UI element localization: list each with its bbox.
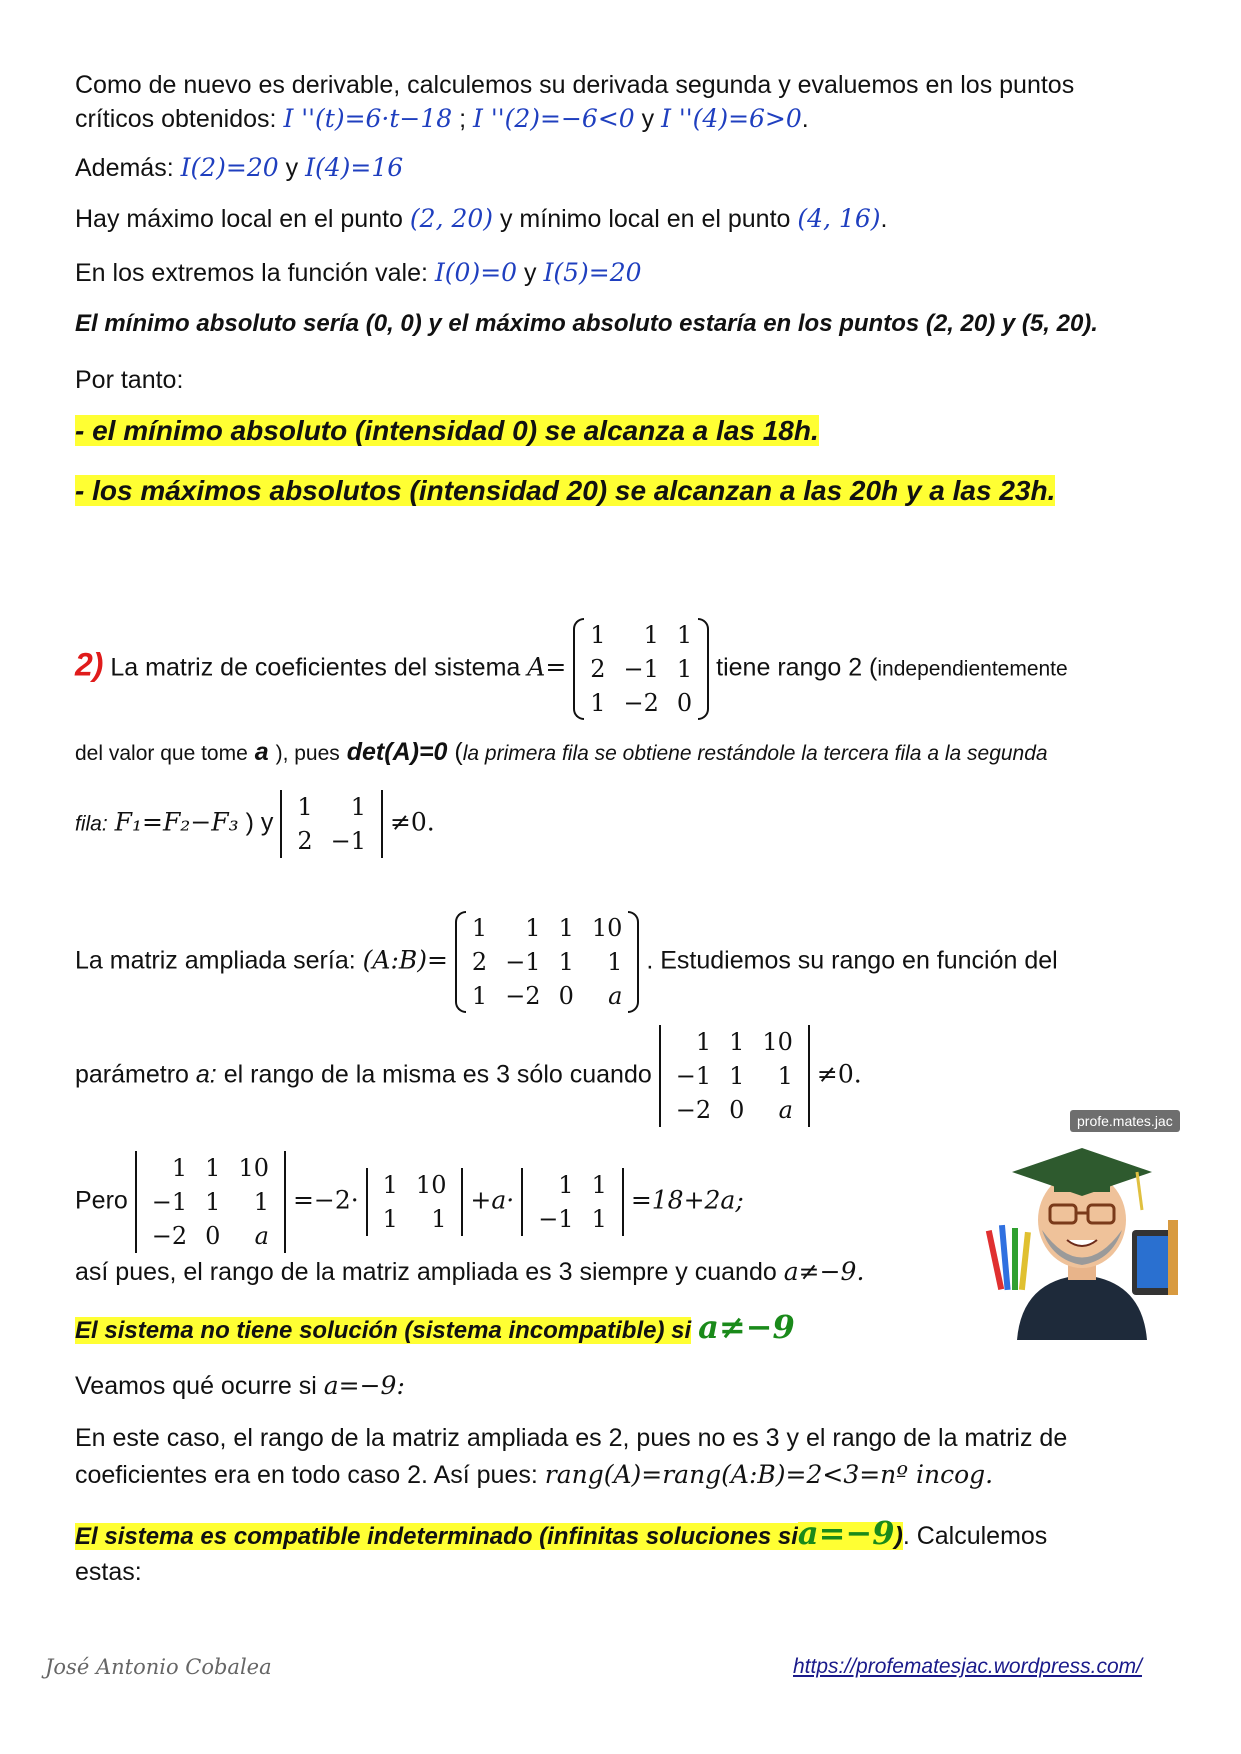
paragraph-rango-ampliada: así pues, el rango de la matriz ampliada es 3 siempre y cuando a≠−9. xyxy=(75,1257,865,1286)
matrix-cell: 1 xyxy=(643,621,659,649)
matrix-cell: 1 xyxy=(729,1062,745,1090)
footer-author: José Antonio Cobalea xyxy=(45,1655,272,1679)
matrix-cell: 2 xyxy=(297,827,313,855)
matrix-augmented xyxy=(455,911,640,1013)
highlight-compatible: El sistema es compatible indeterminado (infinitas soluciones sia=−9). Calculemos xyxy=(75,1514,1048,1552)
matrix-cell: −2 xyxy=(505,982,541,1010)
paragraph-derivada-2: críticos obtenidos: I ''(t)=6·t−18 ; I ''(2)=−6<0 y I ''(4)=6>0. xyxy=(75,104,809,133)
matrix-cell: 0 xyxy=(205,1222,221,1250)
matrix-cell: −2 xyxy=(675,1096,712,1124)
matrix-cell: 1 xyxy=(591,1205,607,1233)
matrix-row xyxy=(374,1202,456,1236)
paragraph-rango-3: parámetro a: el rango de la misma es 3 sólo cuando 1 1 10 −1 1 1 −2 0 a ≠0. xyxy=(75,1025,862,1127)
paragraph-veamos: Veamos qué ocurre si a=−9: xyxy=(75,1371,405,1400)
paragraph-por-tanto: Por tanto: xyxy=(75,366,184,394)
determinant-2x2-minor-1 xyxy=(366,1168,464,1236)
matrix-A xyxy=(573,618,709,720)
determinant-2x2-minor-2 xyxy=(521,1168,624,1236)
matrix-cell: −2 xyxy=(151,1222,188,1250)
highlight-minimum: - el mínimo absoluto (intensidad 0) se alcanza a las 18h. xyxy=(75,415,819,446)
math-second-derivative: I ''(t)=6·t−18 xyxy=(283,104,453,133)
matrix-cell: 1 xyxy=(171,1154,188,1182)
matrix-cell: 1 xyxy=(777,1062,793,1090)
matrix-cell: −1 xyxy=(623,655,659,683)
matrix-row xyxy=(463,911,632,945)
matrix-cell: 1 xyxy=(471,914,488,942)
matrix-row xyxy=(581,686,701,720)
matrix-cell: 1 xyxy=(431,1205,447,1233)
paragraph-ademas: Además: I(2)=20 y I(4)=16 xyxy=(75,153,404,182)
matrix-cell: 1 xyxy=(590,621,606,649)
matrix-cell: 10 xyxy=(238,1154,269,1182)
matrix-cell: a xyxy=(608,982,623,1010)
matrix-cell: a xyxy=(778,1096,793,1124)
matrix-row xyxy=(581,652,701,686)
matrix-cell: −1 xyxy=(505,948,541,976)
matrix-cell: 1 xyxy=(695,1028,712,1056)
matrix-cell: −1 xyxy=(151,1188,188,1216)
math-eval-4: I ''(4)=6>0 xyxy=(661,104,802,133)
matrix-row xyxy=(374,1168,456,1202)
paragraph-fila: fila: F₁=F₂−F₃ ) y 1 1 2 −1 ≠0. xyxy=(75,790,435,858)
matrix-cell: a xyxy=(254,1222,269,1250)
matrix-cell: 1 xyxy=(729,1028,745,1056)
matrix-cell: 2 xyxy=(471,948,488,976)
matrix-cell: −2 xyxy=(623,689,659,717)
matrix-cell: 10 xyxy=(591,914,623,942)
determinant-3x3 xyxy=(659,1025,810,1127)
matrix-row xyxy=(143,1185,278,1219)
paragraph-pero: Pero 1 1 10 −1 1 1 −2 0 a =−2· 1 10 1 1 +a· 1 1 −1 1 =18+2a; xyxy=(75,1151,744,1253)
matrix-cell: 1 xyxy=(205,1188,221,1216)
matrix-row xyxy=(463,945,632,979)
matrix-cell: 0 xyxy=(729,1096,745,1124)
matrix-row xyxy=(143,1151,278,1185)
matrix-cell: 1 xyxy=(350,793,366,821)
matrix-cell: −1 xyxy=(675,1062,712,1090)
math-eval-2: I ''(2)=−6<0 xyxy=(473,104,635,133)
matrix-cell: 1 xyxy=(205,1154,221,1182)
paragraph-det-zero: del valor que tome a ), pues det(A)=0 (la primera fila se obtiene restándole la tercera fila a la segunda xyxy=(75,738,1048,766)
matrix-row xyxy=(529,1202,616,1236)
matrix-cell: 2 xyxy=(590,655,606,683)
matrix-cell: 1 xyxy=(590,689,606,717)
matrix-cell: 1 xyxy=(382,1171,398,1199)
matrix-cell: 10 xyxy=(415,1171,447,1199)
determinant-3x3-expand xyxy=(135,1151,286,1253)
matrix-cell: 1 xyxy=(558,914,574,942)
matrix-row xyxy=(667,1025,802,1059)
avatar-illustration xyxy=(972,1110,1192,1340)
matrix-cell: 1 xyxy=(591,1171,607,1199)
matrix-cell: 1 xyxy=(676,655,693,683)
matrix-cell: 1 xyxy=(382,1205,398,1233)
matrix-cell: −1 xyxy=(330,827,366,855)
matrix-cell: 1 xyxy=(525,914,541,942)
matrix-cell: 1 xyxy=(607,948,623,976)
paragraph-absolute-summary: El mínimo absoluto sería (0, 0) y el máximo absoluto estaría en los puntos (2, 20) y (5, 20). xyxy=(75,310,1098,337)
matrix-row xyxy=(667,1059,802,1093)
paragraph-local-extrema: Hay máximo local en el punto (2, 20) y mínimo local en el punto (4, 16). xyxy=(75,204,888,233)
section-number: 2) xyxy=(75,646,104,683)
matrix-cell: 1 xyxy=(297,793,313,821)
matrix-cell: 0 xyxy=(558,982,574,1010)
matrix-cell: 1 xyxy=(676,621,693,649)
matrix-row xyxy=(288,824,375,858)
matrix-row xyxy=(529,1168,616,1202)
matrix-cell: 1 xyxy=(253,1188,269,1216)
paragraph-derivada-1: Como de nuevo es derivable, calculemos su derivada segunda y evaluemos en los puntos xyxy=(75,71,1075,99)
matrix-cell: 1 xyxy=(558,1171,574,1199)
matrix-cell: 0 xyxy=(676,689,693,717)
paragraph-caso-1: En este caso, el rango de la matriz ampliada es 2, pues no es 3 y el rango de la matriz de xyxy=(75,1424,1068,1452)
highlight-maximum: - los máximos absolutos (intensidad 20) se alcanzan a las 20h y a las 23h. xyxy=(75,475,1056,506)
matrix-row xyxy=(288,790,375,824)
paragraph-estas: estas: xyxy=(75,1558,142,1586)
matrix-cell: 10 xyxy=(762,1028,793,1056)
matrix-cell: 1 xyxy=(558,948,574,976)
matrix-row xyxy=(463,979,632,1013)
highlight-incompatible: El sistema no tiene solución (sistema incompatible) si a≠−9 xyxy=(75,1308,795,1346)
teacher-avatar-icon xyxy=(972,1110,1192,1340)
matrix-row xyxy=(581,618,701,652)
footer-url-link[interactable]: https://profematesjac.wordpress.com/ xyxy=(793,1655,1142,1678)
paragraph-extremos: En los extremos la función vale: I(0)=0 y I(5)=20 xyxy=(75,258,642,287)
matrix-cell: −1 xyxy=(538,1205,574,1233)
matrix-cell: 1 xyxy=(471,982,488,1010)
avatar-label: profe.mates.jac xyxy=(1070,1110,1180,1132)
paragraph-ampliada: La matriz ampliada sería: (A:B)= 1 1 1 10 2 −1 1 1 1 −2 0 a . Estudiemos su rango en función del xyxy=(75,911,1058,1013)
determinant-2x2 xyxy=(280,790,383,858)
paragraph-section-2: 2) La matriz de coeficientes del sistema A= 1 1 1 2 −1 1 1 −2 0 tiene rango 2 (independientemente xyxy=(75,618,1068,720)
matrix-row xyxy=(667,1093,802,1127)
paragraph-caso-2: coeficientes era en todo caso 2. Así pues: rang(A)=rang(A:B)=2<3=nº incog. xyxy=(75,1460,994,1489)
matrix-row xyxy=(143,1219,278,1253)
